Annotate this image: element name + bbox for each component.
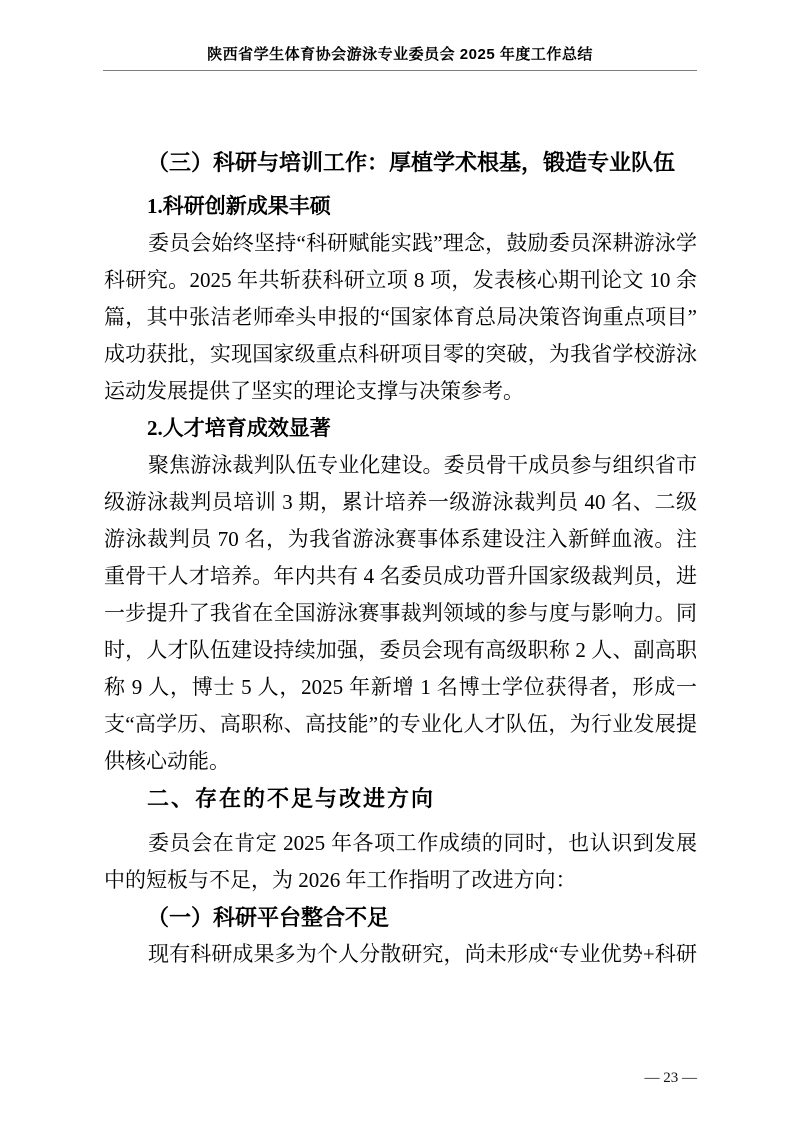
body-line: 级游泳裁判员培训 3 期，累计培养一级游泳裁判员 40 名、二级: [104, 490, 697, 514]
body-line: 一步提升了我省在全国游泳赛事裁判领域的参与度与影响力。同: [104, 601, 697, 625]
section-heading: （三）科研与培训工作：厚植学术根基，锻造专业队伍: [147, 150, 676, 175]
body-line: 聚焦游泳裁判队伍专业化建设。委员骨干成员参与组织省市: [148, 453, 697, 477]
body-line: 运动发展提供了坚实的理论支撑与决策参考。: [104, 379, 524, 403]
body-line: 供核心动能。: [104, 749, 230, 773]
sub-heading: 1.科研创新成果丰硕: [147, 194, 331, 218]
document-header: [0, 0, 800, 71]
body-line: 重骨干人才培养。年内共有 4 名委员成功晋升国家级裁判员，进: [104, 564, 697, 588]
body-line: 时，人才队伍建设持续加强，委员会现有高级职称 2 人、副高职: [104, 638, 697, 662]
chapter-heading: 二、存在的不足与改进方向: [147, 786, 436, 811]
body-line: 委员会在肯定 2025 年各项工作成绩的同时，也认识到发展: [148, 831, 697, 855]
header-rule: [103, 70, 697, 71]
document-body: [104, 144, 697, 973]
header-title: 陕西省学生体育协会游泳专业委员会 2025 年度工作总结: [207, 46, 593, 63]
body-line: 成功获批，实现国家级重点科研项目零的突破，为我省学校游泳: [104, 342, 697, 366]
body-line: 游泳裁判员 70 名，为我省游泳赛事体系建设注入新鲜血液。注: [104, 527, 697, 551]
page-number: — 23 —: [644, 1070, 697, 1086]
section-heading: （一）科研平台整合不足: [147, 905, 390, 930]
body-line: 科研究。2025 年共斩获科研立项 8 项，发表核心期刊论文 10 余: [104, 268, 697, 292]
body-line: 委员会始终坚持“科研赋能实践”理念，鼓励委员深耕游泳学: [148, 231, 697, 255]
body-line: 支“高学历、高职称、高技能”的专业化人才队伍，为行业发展提: [104, 712, 697, 736]
body-line: 篇，其中张洁老师牵头申报的“国家体育总局决策咨询重点项目”: [104, 305, 697, 329]
sub-heading: 2.人才培育成效显著: [147, 416, 331, 440]
body-line: 中的短板与不足，为 2026 年工作指明了改进方向：: [104, 868, 577, 892]
body-line: 现有科研成果多为个人分散研究，尚未形成“专业优势+科研: [148, 942, 697, 966]
body-line: 称 9 人，博士 5 人，2025 年新增 1 名博士学位获得者，形成一: [104, 675, 697, 699]
